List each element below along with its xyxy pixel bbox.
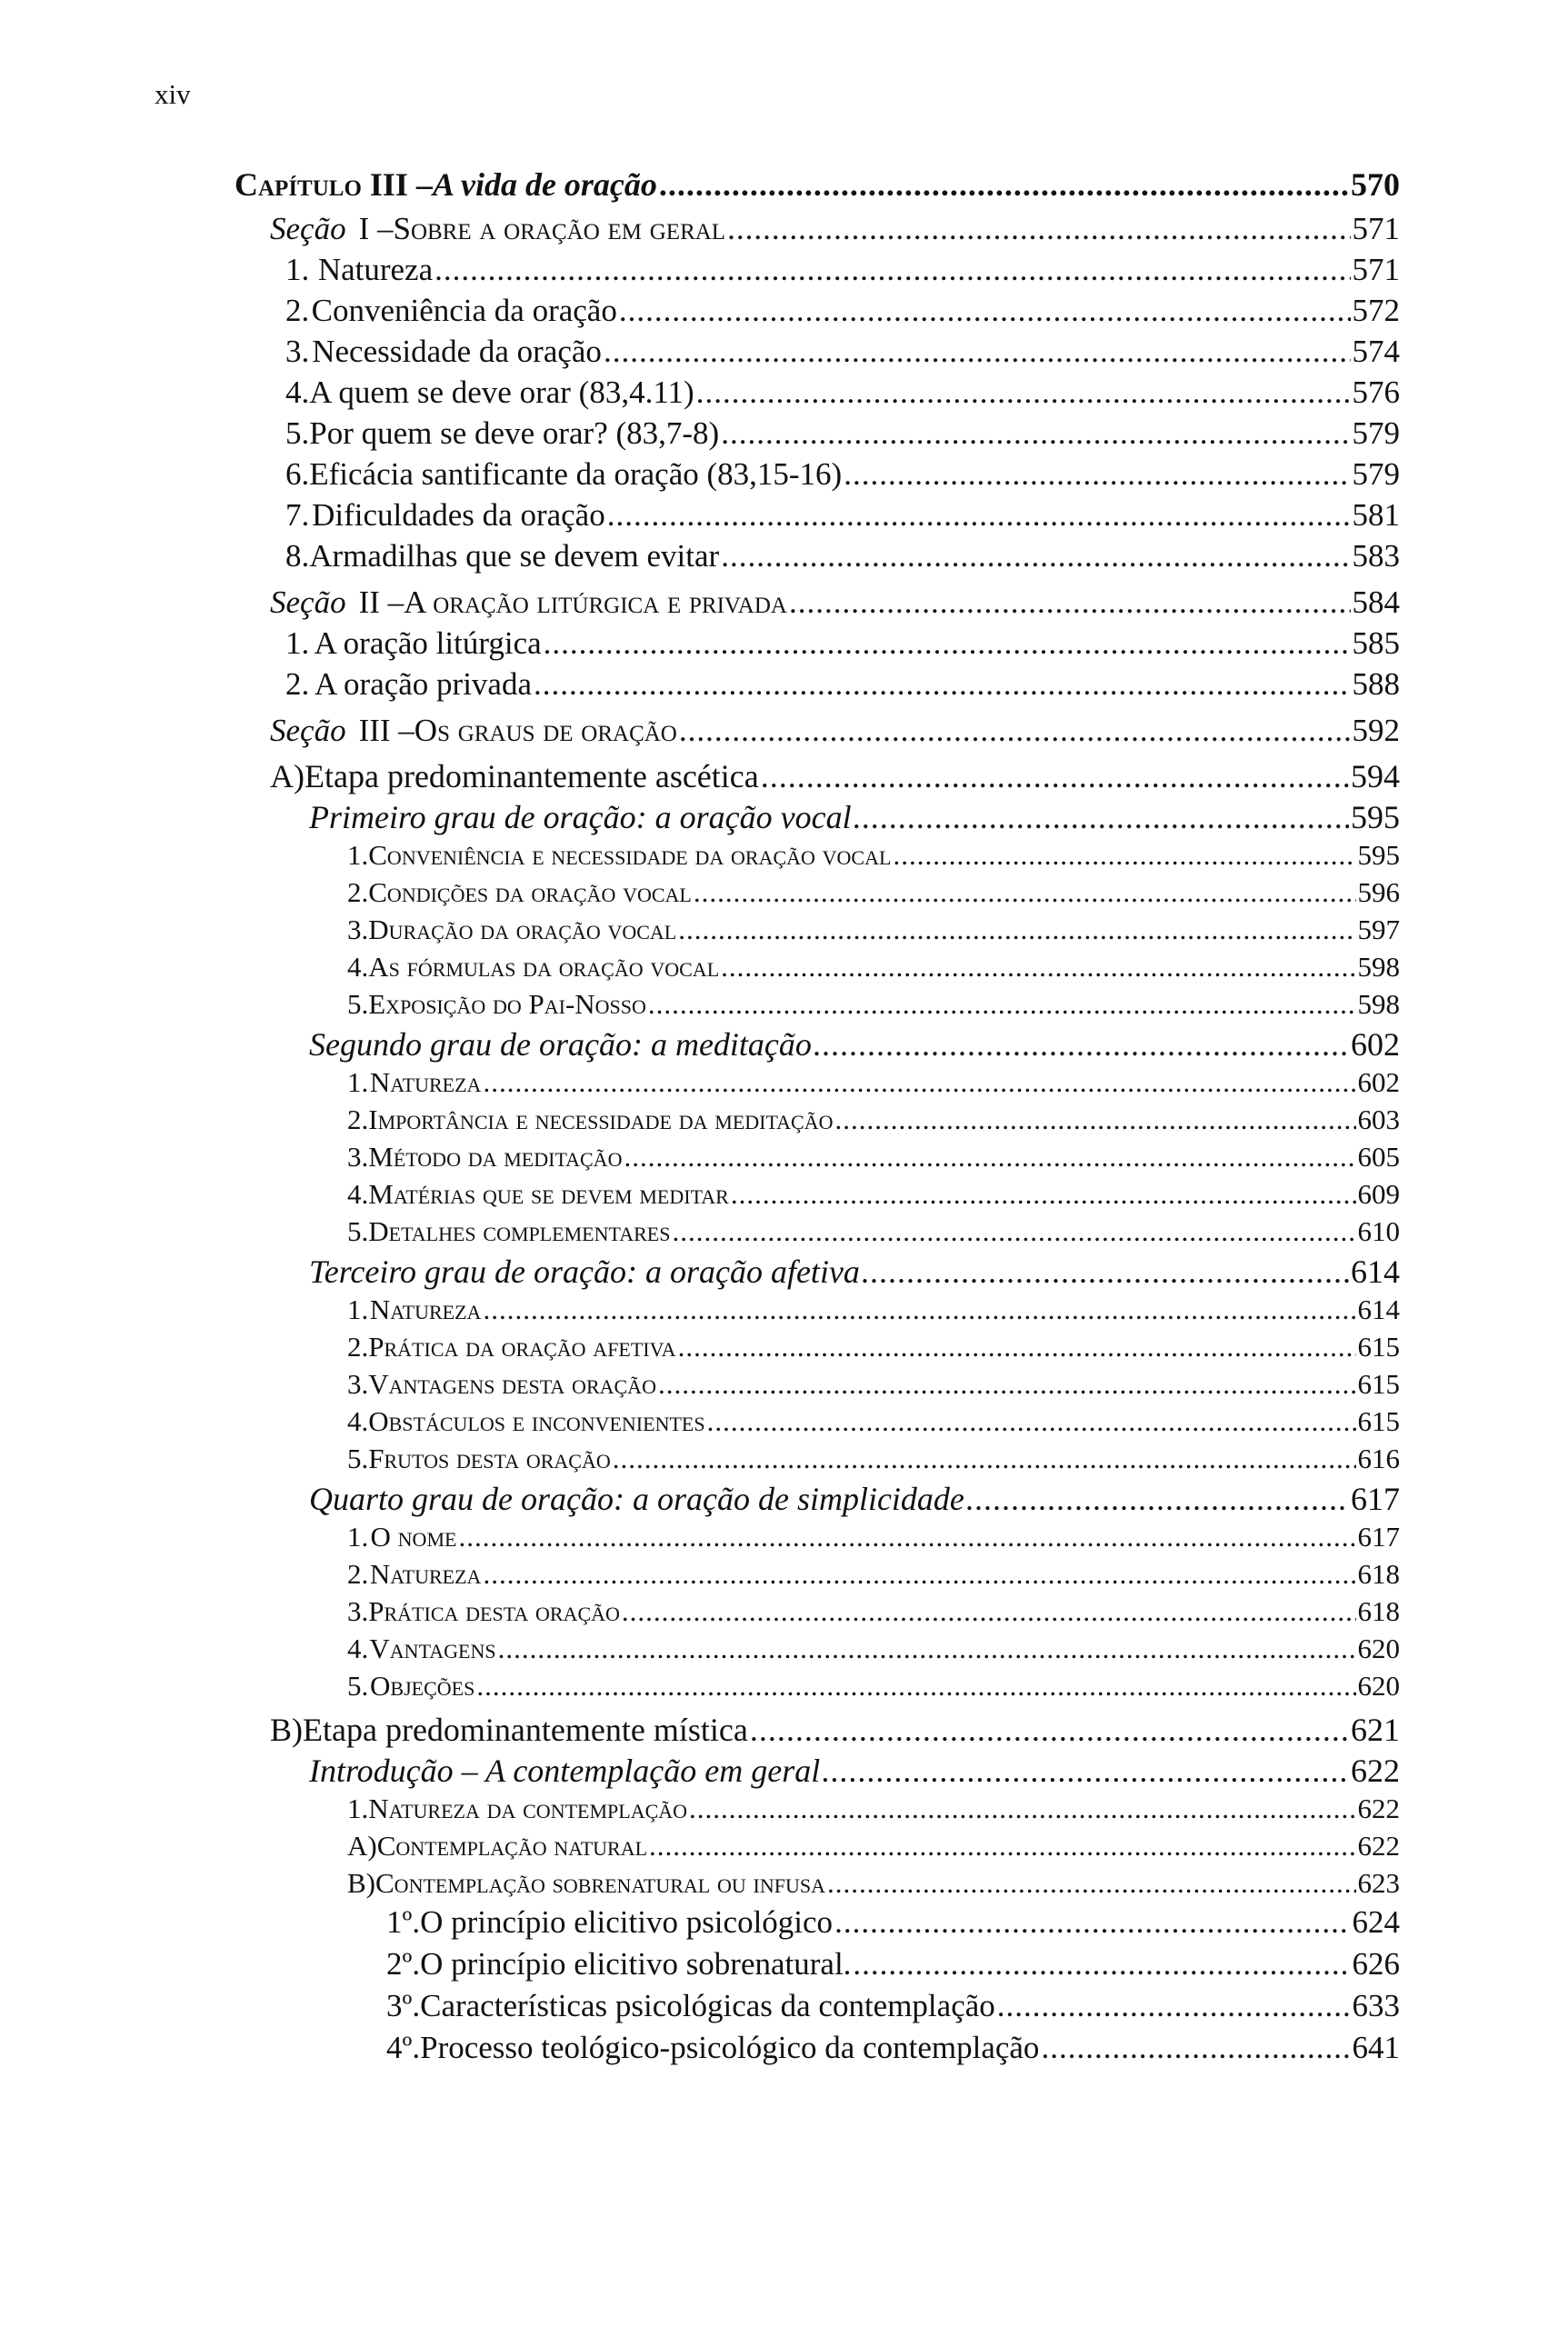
toc-entry-section[interactable] — [0, 584, 1568, 625]
toc-entry-sub[interactable] — [0, 1793, 1568, 1830]
entry-label: Detalhes complementares — [368, 1215, 671, 1247]
dot-leader — [835, 1104, 1356, 1136]
entry-label: Dificuldades da oração — [312, 497, 605, 533]
entry-number: 2º. — [386, 1946, 421, 1982]
entry-label: Frutos desta oração — [368, 1443, 611, 1474]
toc-entry-sub[interactable] — [0, 1521, 1568, 1558]
entry-number: 5. — [285, 415, 310, 451]
section-roman: III – — [358, 713, 414, 748]
dot-leader — [727, 211, 1350, 247]
entry-number: 4. — [347, 1178, 369, 1210]
entry-label: Necessidade da oração — [312, 334, 602, 369]
toc-entry-sub[interactable] — [0, 1104, 1568, 1141]
entry-label: A oração privada — [314, 666, 533, 702]
entry-page-number: 622 — [1351, 1753, 1400, 1789]
dot-leader — [483, 1558, 1355, 1591]
section-word: Seção — [270, 211, 346, 246]
toc-entry-sub[interactable] — [0, 914, 1568, 951]
toc-entry-item[interactable] — [0, 415, 1568, 456]
entry-number: 7. — [285, 497, 310, 533]
entry-number: 2. — [347, 1558, 369, 1590]
dot-leader — [707, 1405, 1356, 1438]
entry-page-number: 615 — [1357, 1331, 1400, 1363]
entry-page-number: 617 — [1357, 1521, 1400, 1553]
dot-leader — [659, 165, 1349, 204]
dot-leader — [696, 375, 1351, 411]
entry-label: Natureza — [369, 1558, 482, 1590]
dot-leader — [648, 988, 1356, 1021]
entry-page-number: 595 — [1351, 799, 1400, 835]
entry-number: 1º. — [386, 1904, 421, 1940]
entry-number: 3. — [347, 914, 369, 945]
entry-label: Matérias que se devem meditar — [368, 1178, 729, 1210]
toc-entry-item[interactable] — [0, 334, 1568, 375]
entry-label: Natureza da contemplação — [368, 1793, 688, 1824]
dot-leader — [476, 1670, 1355, 1703]
toc-entry-ord[interactable] — [0, 2030, 1568, 2072]
entry-number: 1. — [285, 625, 310, 661]
dot-leader — [1041, 2030, 1350, 2066]
entry-number: 1. — [347, 839, 369, 871]
toc-entry-degree[interactable] — [0, 1253, 1568, 1293]
entry-number: B) — [347, 1867, 375, 1899]
entry-label: Quarto grau de oração: a oração de simplicidade — [309, 1481, 964, 1517]
entry-page-number: 618 — [1357, 1595, 1400, 1627]
entry-label: Natureza — [317, 252, 434, 287]
entry-number: B) — [270, 1712, 303, 1748]
dot-leader — [672, 1215, 1355, 1248]
entry-page-number: 615 — [1357, 1405, 1400, 1437]
dot-leader — [731, 1178, 1356, 1211]
entry-label: Vantagens — [369, 1633, 496, 1664]
entry-label: Segundo grau de oração: a meditação — [309, 1026, 812, 1063]
entry-number: 1. — [347, 1521, 369, 1553]
toc-entry-sub[interactable] — [0, 1670, 1568, 1707]
entry-page-number: 621 — [1351, 1712, 1400, 1748]
entry-page-number: 584 — [1352, 584, 1400, 620]
toc-entry-sub[interactable] — [0, 1633, 1568, 1670]
dot-leader — [893, 839, 1355, 872]
entry-page-number: 609 — [1357, 1178, 1400, 1210]
entry-label: Processo teológico-psicológico da contemplação — [420, 2030, 1040, 2065]
toc-entry-ord[interactable] — [0, 1904, 1568, 1946]
entry-label: O nome — [370, 1521, 457, 1553]
dot-leader — [678, 1331, 1356, 1363]
dot-leader — [844, 456, 1350, 493]
dot-leader — [854, 798, 1349, 836]
entry-label: Eficácia santificante da oração (83,15-16) — [309, 456, 843, 492]
toc-entry-sub[interactable] — [0, 1558, 1568, 1595]
dot-leader — [498, 1633, 1356, 1665]
entry-label: Vantagens desta oração — [368, 1368, 656, 1400]
entry-label: Características psicológicas da contemplação — [420, 1988, 995, 2023]
dot-leader — [622, 1595, 1356, 1628]
dot-leader — [789, 584, 1351, 621]
entry-label: A oração litúrgica e privada — [404, 584, 787, 620]
toc-entry-sub[interactable] — [0, 1368, 1568, 1405]
toc-entry-sub[interactable] — [0, 951, 1568, 988]
entry-label: Os graus de oração — [414, 713, 677, 748]
toc-entry-sub[interactable] — [0, 1595, 1568, 1633]
entry-page-number: 602 — [1351, 1026, 1400, 1063]
dot-leader — [544, 625, 1351, 662]
entry-number: 6. — [285, 456, 310, 492]
section-word: Seção — [270, 584, 346, 620]
entry-label: Importância e necessidade da meditação — [368, 1104, 834, 1135]
page-number: xiv — [155, 78, 191, 110]
dot-leader — [721, 415, 1350, 452]
entry-page-number: 618 — [1357, 1558, 1400, 1590]
entry-page-number: 574 — [1352, 334, 1400, 369]
dot-leader — [619, 293, 1351, 329]
toc-entry-ord[interactable] — [0, 1946, 1568, 1988]
entry-page-number: 596 — [1357, 876, 1400, 908]
toc-entry-sub-letter[interactable] — [0, 1830, 1568, 1867]
entry-number: 3º. — [386, 1988, 421, 2023]
entry-number: 2. — [347, 1104, 369, 1135]
dot-leader — [613, 1443, 1356, 1475]
toc-entry-degree[interactable] — [0, 1480, 1568, 1521]
toc-entry-sub[interactable] — [0, 1331, 1568, 1368]
entry-number: 3. — [347, 1368, 369, 1400]
dot-leader — [694, 876, 1356, 909]
toc-entry-item[interactable] — [0, 625, 1568, 666]
entry-label: As fórmulas da oração vocal — [368, 951, 720, 983]
entry-page-number: 615 — [1357, 1368, 1400, 1400]
entry-number: 5. — [347, 1215, 369, 1247]
toc-entry-sub[interactable] — [0, 1215, 1568, 1253]
section-roman: I – — [358, 211, 394, 246]
toc-entry-sub[interactable] — [0, 1443, 1568, 1480]
entry-label: Natureza — [369, 1066, 482, 1098]
toc-entry-item[interactable] — [0, 538, 1568, 579]
toc-entry-sub[interactable] — [0, 1293, 1568, 1331]
toc-entry-sub[interactable] — [0, 1141, 1568, 1178]
entry-label: Contemplação natural — [376, 1830, 648, 1862]
toc-entry-sub[interactable] — [0, 876, 1568, 914]
section-word: Seção — [270, 713, 346, 748]
entry-page-number: 579 — [1352, 415, 1400, 451]
entry-number: 4. — [347, 951, 369, 983]
entry-page-number: 583 — [1352, 538, 1400, 574]
toc-entry-sub[interactable] — [0, 1178, 1568, 1215]
dot-leader — [827, 1867, 1356, 1900]
entry-number: 8. — [285, 538, 310, 574]
entry-page-number: 576 — [1352, 375, 1400, 410]
entry-number: 4º. — [386, 2030, 421, 2065]
toc-entry-section[interactable] — [0, 211, 1568, 252]
toc-chapter-entry[interactable] — [0, 165, 1568, 211]
dot-leader — [624, 1141, 1355, 1173]
toc-entry-section[interactable] — [0, 713, 1568, 754]
dot-leader — [822, 1752, 1349, 1790]
entry-number: 2. — [347, 1331, 369, 1363]
entry-page-number: 641 — [1352, 2030, 1400, 2065]
entry-label: Introdução – A contemplação em geral — [309, 1753, 821, 1789]
entry-label: Etapa predominantemente ascética — [305, 758, 759, 794]
chapter-prefix: Capítulo III – — [235, 166, 433, 203]
entry-label: Prática desta oração — [368, 1595, 620, 1627]
toc-entry-sub[interactable] — [0, 988, 1568, 1025]
dot-leader — [761, 757, 1349, 795]
dot-leader — [689, 1793, 1355, 1825]
entry-number: 3. — [347, 1141, 369, 1173]
entry-page-number: 592 — [1352, 713, 1400, 748]
dot-leader — [997, 1988, 1351, 2024]
entry-label: Contemplação sobrenatural ou infusa — [375, 1867, 825, 1899]
entry-page-number: 633 — [1352, 1988, 1400, 2023]
entry-page-number: 622 — [1357, 1830, 1400, 1862]
entry-number: 4. — [285, 375, 310, 410]
entry-page-number: 598 — [1357, 951, 1400, 983]
dot-leader — [649, 1830, 1355, 1863]
entry-label: Sobre a oração em geral — [393, 211, 726, 246]
toc-entry-degree[interactable] — [0, 1025, 1568, 1066]
entry-page-number: 597 — [1357, 914, 1400, 945]
toc-entry-item[interactable] — [0, 497, 1568, 538]
dot-leader — [814, 1025, 1349, 1064]
entry-number: 1. — [347, 1793, 369, 1824]
entry-page-number: 622 — [1357, 1793, 1400, 1824]
toc-entry-stage[interactable] — [0, 757, 1568, 798]
dot-leader — [534, 666, 1350, 703]
dot-leader — [678, 914, 1355, 946]
entry-number: 2. — [347, 876, 369, 908]
entry-number: 5. — [347, 1670, 369, 1702]
entry-label: O princípio elicitivo sobrenatural. — [420, 1946, 852, 1982]
entry-label: Exposição do Pai-Nosso — [368, 988, 646, 1020]
dot-leader — [750, 1711, 1349, 1749]
toc-entry-item[interactable] — [0, 293, 1568, 334]
entry-number: 5. — [347, 988, 369, 1020]
entry-number: 4. — [347, 1633, 369, 1664]
chapter-title: A vida de oração — [432, 166, 657, 203]
dot-leader — [483, 1293, 1355, 1326]
toc-entry-sub-letter[interactable] — [0, 1867, 1568, 1904]
entry-label: Por quem se deve orar? (83,7-8) — [309, 415, 720, 451]
entry-page-number: 616 — [1357, 1443, 1400, 1474]
entry-number: 4. — [347, 1405, 369, 1437]
entry-page-number: 588 — [1352, 666, 1400, 702]
entry-label: Terceiro grau de oração: a oração afetiva — [309, 1253, 860, 1290]
entry-number: 1. — [347, 1293, 369, 1325]
dot-leader — [853, 1946, 1350, 1982]
entry-page-number: 623 — [1357, 1867, 1400, 1899]
dot-leader — [658, 1368, 1356, 1401]
dot-leader — [834, 1904, 1350, 1941]
toc-entry-degree[interactable] — [0, 1752, 1568, 1793]
entry-page-number: 624 — [1352, 1904, 1400, 1940]
entry-page-number: 614 — [1351, 1253, 1400, 1290]
entry-page-number: 614 — [1357, 1293, 1400, 1325]
entry-label: Método da meditação — [368, 1141, 623, 1173]
table-of-contents — [0, 165, 1568, 2072]
entry-label: Obstáculos e inconvenientes — [368, 1405, 705, 1437]
entry-page-number: 620 — [1357, 1670, 1400, 1702]
entry-label: Conveniência da oração — [311, 293, 617, 328]
entry-label: A quem se deve orar (83,4.11) — [309, 375, 694, 410]
dot-leader — [721, 951, 1355, 984]
toc-entry-sub[interactable] — [0, 1405, 1568, 1443]
entry-page-number: 595 — [1357, 839, 1400, 871]
entry-number: 1. — [285, 252, 310, 287]
entry-page-number: 598 — [1357, 988, 1400, 1020]
entry-number: 2. — [285, 293, 310, 328]
dot-leader — [862, 1253, 1349, 1291]
toc-entry-item[interactable] — [0, 456, 1568, 497]
entry-label: Etapa predominantemente mística — [303, 1712, 748, 1748]
entry-page-number: 603 — [1357, 1104, 1400, 1135]
entry-label: Objeções — [370, 1670, 475, 1702]
entry-label: Conveniência e necessidade da oração vocal — [368, 839, 892, 871]
entry-page-number: 585 — [1352, 625, 1400, 661]
entry-page-number: 620 — [1357, 1633, 1400, 1664]
dot-leader — [434, 252, 1350, 288]
entry-page-number: 605 — [1357, 1141, 1400, 1173]
entry-label: A oração litúrgica — [314, 625, 542, 661]
toc-entry-ord[interactable] — [0, 1988, 1568, 2030]
entry-label: Natureza — [369, 1293, 482, 1325]
entry-number: A) — [347, 1830, 377, 1862]
dot-leader — [607, 497, 1351, 534]
section-roman: II – — [358, 584, 404, 620]
entry-page-number: 571 — [1352, 252, 1400, 287]
entry-page-number: 626 — [1352, 1946, 1400, 1982]
toc-entry-item[interactable] — [0, 252, 1568, 293]
entry-page-number: 571 — [1352, 211, 1400, 246]
toc-entry-sub[interactable] — [0, 839, 1568, 876]
dot-leader — [966, 1480, 1349, 1518]
toc-entry-item[interactable] — [0, 375, 1568, 415]
entry-label: Duração da oração vocal — [368, 914, 677, 945]
entry-label: Armadilhas que se devem evitar — [309, 538, 720, 574]
entry-label: O princípio elicitivo psicológico — [420, 1904, 834, 1940]
entry-page-number: 610 — [1357, 1215, 1400, 1247]
dot-leader — [483, 1066, 1355, 1099]
entry-label: Condições da oração vocal — [368, 876, 692, 908]
dot-leader — [679, 713, 1351, 749]
toc-entry-stage[interactable] — [0, 1711, 1568, 1752]
entry-page-number: 581 — [1352, 497, 1400, 533]
toc-entry-item[interactable] — [0, 666, 1568, 707]
entry-page-number: 617 — [1351, 1481, 1400, 1517]
entry-number: A) — [270, 758, 305, 794]
entry-label: Primeiro grau de oração: a oração vocal — [309, 799, 852, 835]
toc-entry-sub[interactable] — [0, 1066, 1568, 1104]
entry-label: Prática da oração afetiva — [368, 1331, 676, 1363]
entry-page-number: 594 — [1351, 758, 1400, 794]
entry-number: 3. — [285, 334, 310, 369]
dot-leader — [721, 538, 1350, 574]
dot-leader — [458, 1521, 1355, 1553]
chapter-page-number: 570 — [1351, 166, 1400, 203]
toc-entry-degree[interactable] — [0, 798, 1568, 839]
entry-page-number: 602 — [1357, 1066, 1400, 1098]
entry-page-number: 572 — [1352, 293, 1400, 328]
entry-number: 1. — [347, 1066, 369, 1098]
entry-number: 3. — [347, 1595, 369, 1627]
entry-number: 5. — [347, 1443, 369, 1474]
entry-page-number: 579 — [1352, 456, 1400, 492]
entry-number: 2. — [285, 666, 310, 702]
dot-leader — [604, 334, 1351, 370]
